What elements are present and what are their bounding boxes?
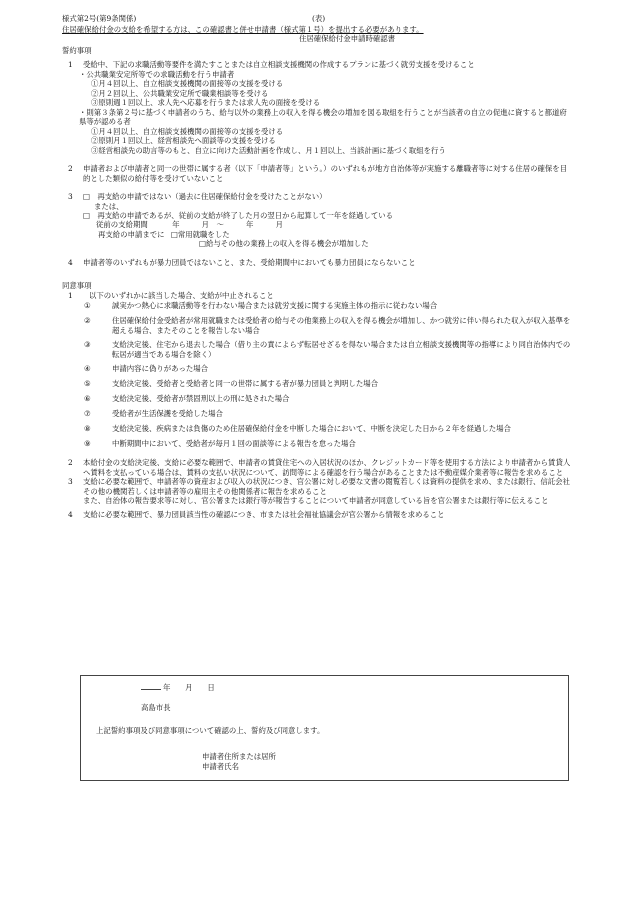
date-text: 年 月 日	[163, 683, 215, 692]
consent-sub-text: 支給決定後、疾病または負傷のため住居確保給付金を中断した場合において、中断を決定した日から２年を経過した場合	[112, 424, 511, 434]
consent-item-number: 2	[68, 458, 73, 468]
consent-item-text-2: また、自治体の報告要求等に対し、官公署または銀行等が報告することについて申請者が同意している旨を官公署または銀行等に伝えること	[83, 496, 549, 505]
consent-sub-text: 誠実かつ熱心に求職活動等を行わない場合または就労支援に関する実施主体の指示に従わない場合	[112, 301, 438, 311]
consent-item-number: 1	[68, 290, 73, 300]
consent-sub-item	[62, 439, 572, 449]
page-title: 住居確保給付金申請時確認書	[298, 34, 396, 44]
consent-sub-item	[62, 316, 572, 335]
date-field[interactable]	[141, 683, 215, 692]
consent-item-4	[62, 510, 572, 519]
pledge-sub-item: ②原則月１回以上、経営相談先へ面談等の支援を受ける	[91, 136, 276, 146]
mayor-label: 高島市長	[141, 703, 171, 712]
applicant-name-field[interactable]: 申請者氏名	[202, 762, 239, 771]
form-header	[62, 14, 572, 25]
consent-sub-number: ⑧	[84, 424, 91, 434]
consent-sub-item	[62, 301, 572, 311]
consent-sub-text: 中断期間中において、受給者が毎月１回の面談等による報告を怠った場合	[112, 439, 356, 449]
consent-sub-text: 申請内容に偽りがあった場合	[112, 364, 209, 374]
consent-sub-number: ④	[84, 364, 91, 374]
consent-item-1	[62, 291, 572, 300]
consent-sub-item	[62, 340, 572, 359]
pledge-item-number: 1	[68, 60, 73, 70]
consent-sub-number: ②	[84, 316, 91, 326]
pledge-sub-item: ①月４回以上、自立相談支援機関の面接等の支援を受ける	[91, 79, 284, 89]
reason-row	[62, 230, 572, 239]
consent-item-text: 支給に必要な範囲で、暴力団員該当性の確認につき、市または社会福祉協議会が官公署から情報を求めること	[83, 510, 445, 520]
consent-sub-item	[62, 409, 572, 419]
consent-item-2	[62, 458, 572, 477]
consent-sub-text: 支給決定後、住宅から退去した場合（借り主の責によらず転居せざるを得ない場合または自立相談支援機関等の指導により同自治体内での転居が適当である場合を除く）	[112, 340, 571, 359]
consent-sub-number: ⑥	[84, 394, 91, 404]
pledge-item-number: 4	[68, 257, 73, 267]
previous-period-label: 従前の支給期間	[96, 220, 148, 230]
consent-item-3	[62, 477, 572, 496]
until-label: 再支給の申請までに	[98, 229, 165, 239]
pledge-group-lead: ・公共職業安定所等での求職活動を行う申請者	[79, 69, 235, 79]
consent-sub-number: ③	[84, 340, 91, 350]
consent-sub-item	[62, 364, 572, 374]
previous-period	[62, 220, 572, 229]
consent-sub-text: 住居確保給付金受給者が常用就職または受給者の給与その他業務上の収入を得る機会が増加し、かつ就労に伴い得られた収入が収入基準を超える場合、またそのことを報告しない場合	[112, 316, 571, 335]
pledge-item-3	[62, 192, 572, 201]
consent-sub-item	[62, 424, 572, 434]
consent-sub-number: ⑤	[84, 379, 91, 389]
consent-sub-number: ①	[84, 301, 91, 311]
applicant-address-field[interactable]: 申請者住所または居所	[202, 752, 276, 761]
submission-notice: 住居確保給付金の支給を希望する方は、この確認書と併せ申請書（様式第１号）を提出する必要があります。	[62, 25, 424, 34]
employment-checkbox[interactable]: □常用就職をした	[170, 229, 230, 239]
signature-box	[80, 675, 569, 781]
consent-sub-text: 支給決定後、受給者と受給者と同一の世帯に属する者が暴力団員と判明した場合	[112, 379, 379, 389]
pledge-item-text: 申請者および申請者と同一の世帯に属する者（以下「申請者等」という。）のいずれもが地方自治体等が実施する離職者等に対する住居の確保を目的とした類似の給付等を受けていないこと	[83, 164, 568, 183]
income-increase-checkbox[interactable]: □給与その他の業務上の収入を得る機会が増加した	[199, 239, 369, 249]
consent-item-number: 4	[68, 510, 73, 520]
consent-item-text: 支給に必要な範囲で、申請者等の資産および収入の状況につき、官公署に対し必要な文書の閲覧若しくは資料の提供を求め、または銀行、信託会社その他の機関若しくは申請者等の雇用主その他関係者に報告を求めること	[83, 477, 570, 496]
re-application-none-checkbox[interactable]: □ 再支給の申請ではない（過去に住居確保給付金を受けたことがない）	[83, 192, 327, 202]
previous-period-field[interactable]: 年 月 〜 年 月	[172, 220, 283, 230]
pledge-item-2	[62, 164, 572, 183]
pledge-item-number: 2	[68, 164, 73, 174]
pledge-heading: 誓約事項	[62, 45, 92, 55]
pledge-item-number: 3	[68, 192, 73, 202]
pledge-sub-item: ③経営相談先の助言等のもと、自立に向けた活動計画を作成し、月１回以上、当該計画に基づく取組を行う	[91, 145, 446, 155]
pledge-sub-item: ③原則週１回以上、求人先へ応募を行うまたは求人先の面接を受ける	[91, 98, 321, 108]
pledge-item-1	[62, 60, 572, 69]
side-label: (表)	[312, 14, 326, 23]
consent-item-text: 以下のいずれかに該当した場合、支給が中止されること	[89, 290, 274, 300]
re-application-checkbox[interactable]: □ 再支給の申請であるが、従前の支給が終了した月の翌日から起算して一年を経過している	[83, 210, 394, 220]
consent-item-number: 3	[68, 477, 73, 487]
consent-sub-text: 受給者が生活保護を受給した場合	[112, 409, 223, 419]
pledge-sub-item: ②月２回以上、公共職業安定所で職業相談等を受ける	[91, 88, 269, 98]
or-label: または、	[94, 201, 124, 211]
date-blank-line	[141, 689, 161, 690]
pledge-item-text: 受給中、下記の求職活動等要件を満たすことまたは自立相談支援機関の作成するプランに基づく就労支援を受けること	[83, 60, 475, 70]
agreement-statement: 上記誓約事項及び同意事項について確認の上、誓約及び同意します。	[96, 726, 325, 735]
consent-sub-number: ⑨	[84, 439, 91, 449]
confirmation-form	[62, 14, 572, 520]
consent-sub-item	[62, 394, 572, 404]
consent-sub-number: ⑦	[84, 409, 91, 419]
pledge-sub-item: ①月４回以上、自立相談支援機関の面接等の支援を受ける	[91, 126, 284, 136]
consent-item-text: 本給付金の支給決定後、支給に必要な範囲で、申請者の賃貸住宅への入居状況のほか、クレジットカード等を使用する方法により申請者から賃貸人へ賃料を支払っている場合は、賃料の支払い状況について、訪問等による確認を行う場合があることまたは不動産媒介業者等に報告を求めること	[83, 458, 571, 477]
pledge-group-lead: ・則第３条第２号に基づく申請者のうち、給与以外の業務上の収入を得る機会の増加を図る取組を行うことが当該者の自立の促進に資すると都道府県等が認める者	[79, 107, 567, 127]
pledge-item-text: 申請者等のいずれもが暴力団員ではないこと、また、受給期間中においても暴力団員にならないこと	[83, 257, 416, 267]
consent-heading: 同意事項	[62, 281, 92, 291]
consent-sub-item	[62, 379, 572, 389]
form-number: 様式第2号(第9条関係)	[62, 14, 137, 23]
consent-sub-text: 支給決定後、受給者が禁固刑以上の刑に処された場合	[112, 394, 290, 404]
pledge-item-4	[62, 258, 572, 267]
